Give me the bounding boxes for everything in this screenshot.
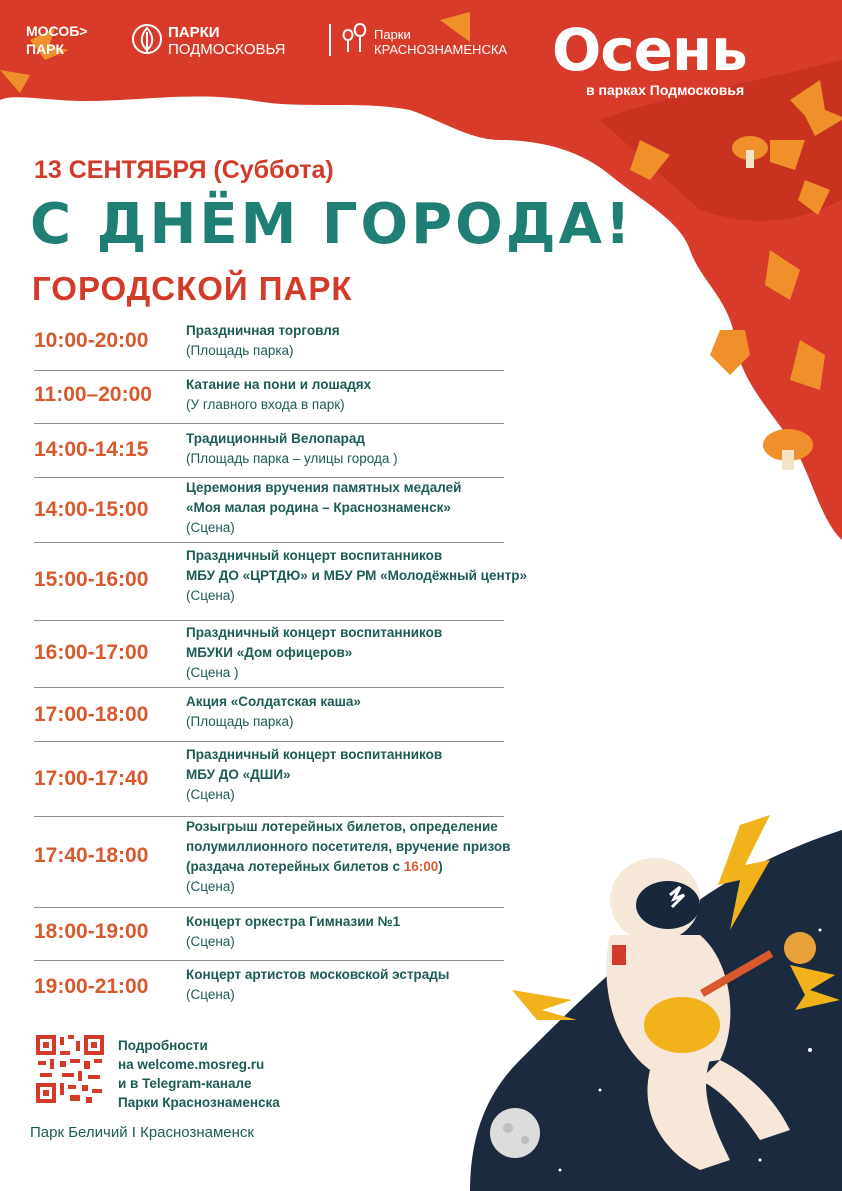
schedule-location: (Площадь парка – улицы города ): [186, 451, 398, 466]
schedule-line: Церемония вручения памятных медалей: [186, 480, 462, 495]
schedule-row: [34, 742, 504, 817]
schedule-line: МБУ ДО «ДШИ»: [186, 767, 291, 782]
schedule-location: (Сцена): [186, 787, 235, 802]
schedule-time: 17:40-18:00: [34, 844, 149, 867]
kras-line2: КРАСНОЗНАМЕНСКА: [374, 42, 508, 57]
schedule-highlight-time: 16:00: [403, 859, 439, 874]
schedule-description: [186, 912, 400, 952]
schedule-description: [186, 321, 340, 361]
trees-icon: [340, 22, 370, 56]
schedule-row: [34, 817, 511, 908]
schedule-time: 11:00–20:00: [34, 383, 152, 406]
schedule-time: 19:00-21:00: [34, 975, 149, 998]
schedule-description: [186, 429, 398, 469]
schedule-line: Катание на пони и лошадях: [186, 377, 372, 392]
parks-krasnoznamensk-logo: [340, 22, 550, 62]
schedule-row: [34, 318, 504, 371]
schedule-time: 17:00-17:40: [34, 767, 149, 790]
schedule-time: 14:00-15:00: [34, 498, 149, 521]
logo-divider: [329, 24, 331, 56]
qr-code: [34, 1033, 106, 1105]
schedule-line: МБУ ДО «ЦРТДЮ» и МБУ РМ «Молодёжный центр»: [186, 568, 528, 583]
schedule-line-text: (раздача лотерейных билетов с: [186, 859, 404, 874]
schedule-row: [34, 371, 504, 424]
schedule-time: 10:00-20:00: [34, 329, 149, 352]
schedule-row: [34, 543, 528, 621]
schedule-row: [34, 961, 504, 1011]
schedule-line: Концерт оркестра Гимназии №1: [186, 914, 401, 929]
schedule-time: 17:00-18:00: [34, 703, 149, 726]
schedule-description: [186, 965, 449, 1005]
leaf-icon: [132, 22, 162, 56]
planet: [784, 932, 816, 964]
parks-podmoskovya-logo: [132, 22, 322, 62]
osen-logo: [552, 16, 812, 102]
schedule-line: Акция «Солдатская каша»: [186, 694, 361, 709]
info-line2: на welcome.mosreg.ru: [118, 1057, 265, 1072]
schedule-location: (Площадь парка): [186, 343, 294, 358]
schedule-line: Розыгрыш лотерейных билетов, определение: [186, 819, 498, 834]
schedule-line: Праздничный концерт воспитанников: [186, 747, 443, 762]
schedule-row: [34, 621, 504, 688]
schedule-row: [34, 908, 504, 961]
info-line1: Подробности: [118, 1038, 208, 1053]
schedule-line: МБУКИ «Дом офицеров»: [186, 645, 353, 660]
schedule-row: [34, 424, 504, 478]
schedule-location: (Сцена): [186, 879, 235, 894]
event-title: С ДНЁМ ГОРОДА!: [30, 192, 634, 257]
kras-line1: Парки: [374, 27, 411, 42]
schedule-location: (Сцена ): [186, 665, 239, 680]
schedule-line: Традиционный Велопарад: [186, 431, 365, 446]
info-block: [118, 1036, 280, 1112]
schedule-location: (Сцена): [186, 520, 235, 535]
schedule-description: [186, 745, 442, 805]
schedule-location: (Сцена): [186, 987, 235, 1002]
info-line3: и в Telegram-канале: [118, 1076, 252, 1091]
schedule-line: полумиллионного посетителя, вручение призов: [186, 839, 511, 854]
mosob-line1: МОСОБ>: [26, 23, 88, 39]
schedule-time: 14:00-14:15: [34, 438, 149, 461]
osen-title: Осень: [552, 16, 747, 84]
schedule-line: Концерт артистов московской эстрады: [186, 967, 450, 982]
event-date: 13 СЕНТЯБРЯ (Суббота): [34, 156, 334, 184]
schedule-description: [186, 478, 461, 538]
schedule-time: 18:00-19:00: [34, 920, 149, 943]
osen-subtitle: в парках Подмосковья: [586, 82, 745, 98]
schedule-row: [34, 688, 504, 742]
schedule-time: 16:00-17:00: [34, 641, 149, 664]
parks-line1: ПАРКИ: [168, 24, 220, 41]
schedule-line: Праздничный концерт воспитанников: [186, 625, 443, 640]
schedule-description: [186, 546, 527, 606]
event-venue: ГОРОДСКОЙ ПАРК: [32, 270, 353, 307]
schedule-description: [186, 817, 510, 897]
info-line4: Парки Краснознаменска: [118, 1095, 280, 1110]
schedule-location: (Сцена): [186, 934, 235, 949]
schedule-location: (Площадь парка): [186, 714, 294, 729]
schedule-description: [186, 692, 361, 732]
schedule-line: [186, 857, 510, 877]
schedule-location: (Сцена): [186, 588, 235, 603]
schedule-location: (У главного входа в парк): [186, 397, 345, 412]
schedule-table: [34, 318, 528, 1011]
footer-location: Парк Беличий I Краснознаменск: [30, 1124, 254, 1141]
schedule-row: [34, 478, 504, 543]
schedule-description: [186, 375, 371, 415]
schedule-time: 15:00-16:00: [34, 568, 149, 591]
mosobpark-logo: [26, 22, 116, 58]
mosob-line2: ПАРК: [26, 41, 65, 57]
schedule-line: Праздничная торговля: [186, 323, 340, 338]
moon: [490, 1108, 540, 1158]
schedule-line: «Моя малая родина – Краснознаменск»: [186, 500, 451, 515]
parks-line2: ПОДМОСКОВЬЯ: [168, 41, 286, 58]
schedule-line: Праздничный концерт воспитанников: [186, 548, 443, 563]
schedule-description: [186, 623, 442, 683]
schedule-line-end: ): [438, 859, 443, 874]
